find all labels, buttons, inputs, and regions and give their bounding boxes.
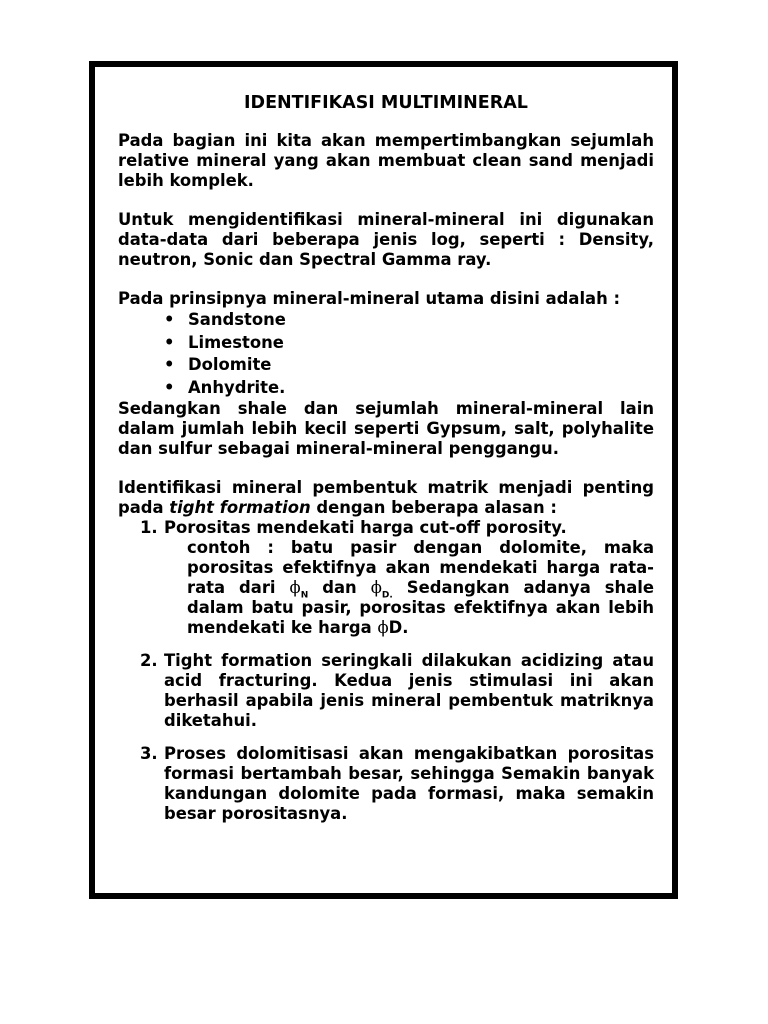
document-body [118, 87, 654, 824]
text-span: dengan beberapa alasan : [310, 498, 557, 517]
text-span: Identifikasi mineral pembentuk matrik menjadi penting pada [118, 478, 654, 517]
list-item: • Limestone [164, 332, 654, 355]
subscript-d: D. [381, 590, 393, 601]
phi-symbol: ϕ [370, 578, 382, 597]
list-item: • Sandstone [164, 309, 654, 332]
document-frame [89, 61, 678, 899]
mineral-list [118, 309, 654, 399]
text-span: dan [308, 578, 371, 597]
list-item: • Dolomite [164, 354, 654, 377]
document-title: IDENTIFIKASI MULTIMINERAL [244, 93, 528, 113]
reason-text: Proses dolomitisasi akan mengakibatkan porositas formasi bertambah besar, sehingga Semakin banyak kandungan dolomite pada formasi, maka semakin besar porositasnya. [164, 744, 654, 823]
list-number: 1. [140, 518, 158, 537]
list-item [118, 651, 654, 731]
emphasis-text: tight formation [169, 498, 311, 517]
list-item: • Anhydrite. [164, 377, 654, 400]
text-span: D. [388, 618, 409, 637]
paragraph-intro: Pada bagian ini kita akan mempertimbangkan sejumlah relative mineral yang akan membuat clean sand menjadi lebih komplek. [118, 131, 654, 190]
phi-symbol: ϕ [289, 578, 301, 597]
paragraph-shale: Sedangkan shale dan sejumlah mineral-mineral lain dalam jumlah lebih kecil seperti Gypsum, salt, polyhalite dan sulfur sebagai mineral-mineral penggangu. [118, 399, 654, 458]
reason-text: Porositas mendekati harga cut-off porosity. [164, 518, 567, 537]
text-span: Sedangkan adanya shale dalam batu pasir, porositas efektifnya akan lebih mendekati ke harga [187, 578, 655, 637]
paragraph-identification: Untuk mengidentifikasi mineral-mineral ini digunakan data-data dari beberapa jenis log, seperti : Density, neutron, Sonic dan Spectral Gamma ray. [118, 210, 654, 269]
paragraph-tight-formation [118, 478, 654, 518]
list-number: 3. [140, 744, 158, 763]
text-span: contoh : batu pasir dengan dolomite, maka porositas efektifnya akan mendekati harga rata-rata dari [187, 538, 654, 597]
list-item [118, 518, 654, 638]
reason-example [164, 538, 654, 638]
paragraph-main-minerals: Pada prinsipnya mineral-mineral utama disini adalah : [118, 289, 621, 308]
list-item [118, 744, 654, 824]
reason-list [118, 518, 654, 824]
reason-text: Tight formation seringkali dilakukan acidizing atau acid fracturing. Kedua jenis stimulasi ini akan berhasil apabila jenis mineral pembentuk matriknya diketahui. [164, 651, 654, 730]
phi-symbol: ϕ [377, 618, 389, 637]
subscript-n: N [300, 590, 309, 601]
list-number: 2. [140, 651, 158, 670]
